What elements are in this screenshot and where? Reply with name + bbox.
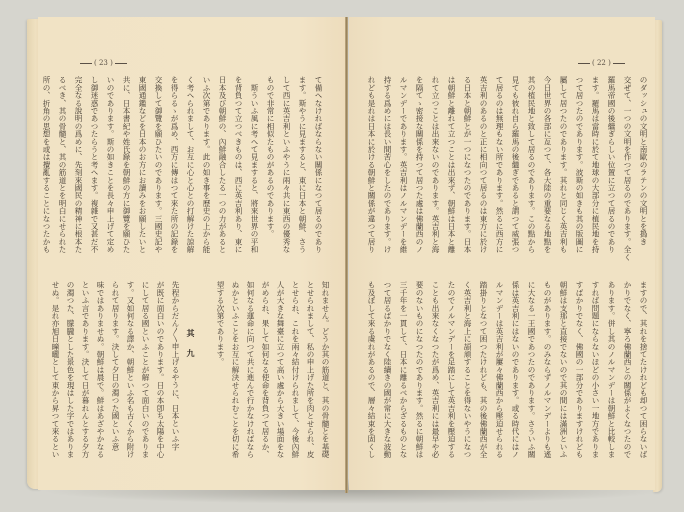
left-page-upper-text-block (38, 76, 326, 268)
text-column: ます。斯やうに見ますると、東に日本と朝鮮、さう (298, 76, 307, 254)
blank-column (198, 281, 213, 473)
text-column: がめられ、果して如何なる使命を背負つて居るか、 (261, 281, 270, 459)
text-column: にして居る國といふことが解つて面白いのでありま (141, 281, 150, 459)
book-gutter (345, 17, 348, 493)
text-column: 其の植民地と致して居るのであります。この點から (527, 76, 536, 254)
text-column: 羅馬帝國の後繼ぎらしい位置に立つて居るのであり (607, 76, 616, 254)
text-column: 踏掛りとなつて困つたけれども、其の後佛蘭西が全 (479, 281, 488, 459)
text-column: を得らるゝが爲め、西方に傳はつて來た所の記錄を (170, 76, 179, 254)
text-column: 如何なる運命に向つて共に進んで行かなければなら (246, 281, 255, 459)
text-column: 屬して居つたのであります。其れと同じく英吉利も (559, 76, 568, 254)
folio-rule (613, 63, 625, 64)
text-column: いのであります。斯の如きことを長々申上げて定め (106, 76, 115, 254)
text-column: るべき、其の骨髓と、其の筋道とを明白にせられた (58, 76, 67, 254)
text-column: れて立つことは出來ないのであります。英吉利と海 (431, 76, 440, 254)
text-column: かりでなく、寧ろ佛蘭西との關係がよくなつたので (623, 281, 632, 459)
text-column: といふ言であります。決して日が暮れんとする夕方 (81, 281, 90, 459)
text-column: 見ても彼れ自ら羅馬の後繼ぎであると謂つて威張つ (511, 76, 520, 254)
text-column: 先程からだん〳〵申上げるやうに、日本といふ字 (171, 281, 180, 451)
right-page-lower-text-block (363, 281, 651, 473)
text-column: て備へなければならない關係になつて居るのであり (314, 76, 323, 254)
text-column: 所の、折角の思想を或は攪亂することになつたかも (42, 76, 51, 254)
text-column: 望する次第であります。 (216, 281, 225, 366)
text-column: 知れません。どうか其の筋道と、其の骨髓とを基礎 (321, 281, 330, 459)
page-number-right (578, 57, 625, 69)
text-column: つて居るばかりでなく陸續きの國が常に大きな波動 (383, 281, 392, 459)
text-column: く英吉利と海上に頡頏することを得ないやうになつ (463, 281, 472, 459)
text-column: て居るのは無理もない所であります。然るに西方に (495, 76, 504, 254)
text-column: つて居つたのであります。波斯の如きも其の版圖に (575, 76, 584, 254)
text-column: 三千年を一貫して、日本に離るべからざるものとな (399, 281, 408, 459)
text-column: 交換して御覽を願ひたいのであります。三國史記や (154, 76, 163, 254)
text-column: いふ次第であります。此の如き事を歷史の上から能 (202, 76, 211, 254)
text-column: る日本と朝鮮とが一つになつたのであります。日本 (463, 76, 472, 254)
text-column: とせられまして、私の申上げた所を肉とせられ、皮 (306, 281, 315, 459)
text-column: 人が大きな舞臺に立つて高い處から大きい場面をな (276, 281, 285, 459)
text-column: して西に英吉利といふやうに兩々共に東西の優秀な (282, 76, 291, 254)
text-column: ルマンデーは英吉利が屢々佛蘭西から壓迫せられる (495, 281, 504, 459)
text-column: ます。羅馬は當時に於て地球の大部分に植民地を持 (591, 76, 600, 254)
section-heading: 其 九 (186, 329, 196, 359)
text-column: す。又如何なる譯か、朝鮮といふ名も古くから附け (126, 281, 135, 459)
text-column: すれば問題にならないほどの小さい一地方でありま (591, 281, 600, 459)
text-column: とせられ、これを兩々結付けられまして、今後內鮮 (291, 281, 300, 459)
text-column: 東國通鑑などを日本のお方にお讀みをお願したいと (138, 76, 147, 254)
text-column: ことも出來なくなつたが爲め、英吉利には最早や必 (431, 281, 440, 459)
folio-rule (115, 63, 127, 64)
text-column: し御迷惑であつたらうと考へます。複雜で又甚だ不 (90, 76, 99, 254)
text-column: 係は英吉利にはないのであります。或る時代にはノ (511, 281, 520, 459)
text-column: のダッシュの文明と南歐のラテンの文明とを搗き (639, 76, 648, 246)
text-column: に大なる一王國であつたのであります。さういふ關 (527, 281, 536, 459)
text-column: 日本及び朝鮮の、內鮮融合したる一つの力があると (218, 76, 227, 254)
text-column: られて居ります。決して夕日の濁つた國といふ意 (111, 281, 120, 451)
text-column: 斯ういふ風に考へて見ますると、將來世界の平和 (250, 76, 259, 254)
text-column: れども是れは日本に於ける朝鮮と關係が違つて居り (367, 76, 376, 254)
left-page-lower-text-block (48, 281, 333, 473)
right-page-upper-text-block (363, 76, 651, 268)
text-column: が既に面白いのであります。日の本卽ち太陽を中心 (156, 281, 165, 459)
text-column: もので非常に相似たものがあるのであります。 (266, 76, 275, 238)
text-column: すばかりでなく、佛國の一部分でありますけれども (575, 281, 584, 459)
page-number-left (80, 57, 127, 69)
text-column: ルマンデーであります。英吉利はノルマンデーを維 (399, 76, 408, 254)
text-column: は朝鮮と離れて立つことは出來ず、朝鮮は日本と離 (447, 76, 456, 254)
text-column: の濁つた、朦朧とした景色を現はした字ではありま (66, 281, 75, 459)
text-column: 今日世界の各部に亙つて、各大陸の重要なる地點を (543, 76, 552, 254)
folio-rule (80, 63, 92, 64)
page-number: ( 22 ) (592, 59, 611, 67)
text-column: 味ではありませぬ。朝鮮は晨で。鮮はあざやかなる (96, 281, 105, 459)
text-column: ものがあります。のみならずノルマンデーよりも遙 (543, 281, 552, 459)
folio-rule (578, 63, 590, 64)
text-column: 朝鮮は支那と直接でないので其の間には滿洲といふ (559, 281, 568, 459)
text-column: ぬかといふことをお互に解決せられむことを切に希 (231, 281, 240, 459)
text-column: 英吉利のあるのと正に相向つて居るのは東方に於け (479, 76, 488, 254)
text-column: 要のないものになつたのであります。然るに朝鮮は (415, 281, 424, 459)
text-column: く考へられまして、お互に心と心との打解けた諒解 (186, 76, 195, 254)
text-column: あります。併し其のノルマンデーは朝鮮と比較しま (607, 281, 616, 459)
text-column: ますので、其れを捨てたけれども却つて困らないば (639, 281, 648, 459)
text-column: 交ぜて、一つの文明を作つて居るのであります。全く (623, 76, 632, 261)
text-column: 完全なる說明の爲めに、先刻來國民の精神に根本た (74, 76, 83, 254)
text-column: 持する爲めには長い間苦心をしたのであります。け (383, 76, 392, 254)
text-column: を背負つて立つべきものは、西に英吉利あり、東に (234, 76, 243, 254)
text-column: せぬ。是れ亦旭日曈曨として東から昇つて來るとい (51, 281, 60, 459)
text-column: も及ぼして來る虞れがあるので、層々結束を固くし (367, 281, 376, 459)
page-number: ( 23 ) (94, 59, 113, 67)
text-column: 共に、日本書紀や姓氏錄を朝鮮の方に御覽を願ひた (122, 76, 131, 254)
text-column: たのでノルマンデーを足踏にして英吉利を壓迫する (447, 281, 456, 459)
text-column: を隔てゝ密接な關係を持つて居つた處は佛蘭西のノ (415, 76, 424, 254)
